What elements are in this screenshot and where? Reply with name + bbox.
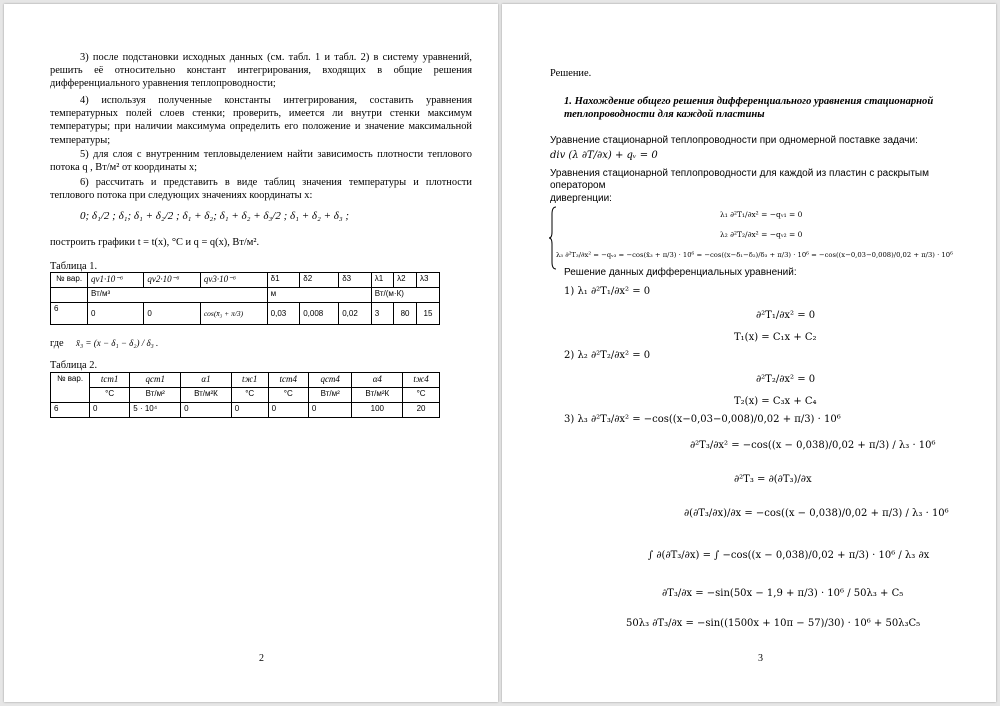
t2-header-tzh4: tж4 [403,373,440,388]
step-2-equation: 2) λ₂ ∂²T₂/∂x² = 0 [564,350,651,361]
t1-header-var: № вар. [51,273,88,288]
t2-cell-tst1: 0 [90,403,130,418]
t1-unit-volumetric: Вт/м³ [88,288,268,303]
system-brace [549,206,557,270]
step-2-simplified: ∂²T₂/∂x² = 0 [756,374,816,385]
graphs-instruction: построить графики t = t(x), °C и q = q(x), Вт/м². [50,237,260,248]
t1-header-lambda3: λ3 [417,273,440,288]
t2-header-var: № вар. [51,373,90,403]
step-3-equation: 3) λ₃ ∂²T₃/∂x² = −cos((x−0,03−0,008)/0,02 + π/3) · 10⁶ [564,414,841,425]
t1-header-qv3: qv3·10⁻⁶ [200,273,267,288]
intro-line-2: Уравнения стационарной теплопроводности для каждой из пластин с раскрытым оператором [550,168,929,192]
t2-unit-1: °С [90,388,130,403]
system-eq-3: λ₃ ∂²T₃/∂x² = −qᵥ₃ = −cos(x̄₃ + π/3) · 10⁶ = −cos((x−δ₁−δ₂)/δ₃ + π/3) · 10⁶ = −cos((x−0,03−0,008)/0,02 + π/3) · 10⁶ [556,251,953,259]
t2-cell-qst1: 5 · 10⁴ [130,403,181,418]
coordinate-values: 0; δ₁/2 ; δ₁; δ₁ + δ₂/2 ; δ₁ + δ₂; δ₁ + δ₂ + δ₃/2 ; δ₁ + δ₂ + δ₃ ; [80,210,350,222]
t1-cell-lambda1: 3 [371,303,393,325]
t1-header-delta1: δ1 [267,273,300,288]
t1-unit-meter: м [267,288,371,303]
table-1 [50,272,440,325]
t1-header-lambda1: λ1 [371,273,393,288]
t2-unit-8: °С [403,388,440,403]
t2-header-alpha1: α1 [181,373,232,388]
paragraph-step-3: 3) после подстановки исходных данных (см. табл. 1 и табл. 2) в систему уравнений, решить её относительно констант интегрирования, входящих в общие решения дифференциального уравнения теплопроводности; [50,52,472,90]
t2-cell-alpha1: 0 [181,403,232,418]
page-number-right: 3 [758,653,763,664]
solution-label: Решение. [550,68,592,79]
t2-header-qst1: qст1 [130,373,181,388]
t1-cell-delta3: 0,02 [339,303,372,325]
t2-unit-2: Вт/м² [130,388,181,403]
step-1-solution: T₁(x) = C₁x + C₂ [734,332,817,343]
step-1-equation: 1) λ₁ ∂²T₁/∂x² = 0 [564,286,651,297]
page-2 [4,4,498,702]
t1-cell-qv2: 0 [144,303,200,325]
t2-cell-var: 6 [51,403,90,418]
t1-cell-delta1: 0,03 [267,303,300,325]
paragraph-step-6: 6) рассчитать и представить в виде таблиц значения температуры и плотности теплового потока при следующих значениях координаты x: [50,177,472,202]
step-3-first-derivative: ∂T₃/∂x = −sin(50x − 1,9 + π/3) · 10⁶ / 50λ₃ + C₅ [662,588,904,599]
solving-label: Решение данных дифференциальных уравнений: [564,267,797,278]
page-3 [502,4,996,702]
t1-header-qv1: qv1·10⁻⁶ [88,273,144,288]
step-3-derivative-form: ∂(∂T₃/∂x)/∂x = −cos((x − 0,038)/0,02 + π/3) / λ₃ · 10⁶ [684,508,949,519]
t2-cell-qst4: 0 [308,403,352,418]
t1-header-delta2: δ2 [300,273,339,288]
t2-header-tst1: tст1 [90,373,130,388]
table-2 [50,372,440,418]
t1-header-qv2: qv2·10⁻⁶ [144,273,200,288]
step-3-isolated: ∂²T₃/∂x² = −cos((x − 0,038)/0,02 + π/3) / λ₃ · 10⁶ [690,440,936,451]
t1-unit-conductivity: Вт/(м·К) [371,288,439,303]
paragraph-step-5: 5) для слоя с внутренним тепловыделением найти зависимость плотности теплового потока q , Вт/м² от координаты x; [50,149,472,174]
divergence-equation: div (λ ∂T/∂x) + qᵥ = 0 [550,150,658,161]
step-3-scaled: 50λ₃ ∂T₃/∂x = −sin((1500x + 10π − 57)/30) · 10⁶ + 50λ₃C₅ [626,618,921,629]
table1-caption: Таблица 1. [50,261,98,272]
t1-cell-var: 6 [51,303,88,325]
system-eq-2: λ₂ ∂²T₂/∂x² = −qᵥ₂ = 0 [720,230,803,239]
t2-header-qst4: qст4 [308,373,352,388]
t2-cell-tzh4: 20 [403,403,440,418]
t2-unit-5: °С [268,388,308,403]
table2-caption: Таблица 2. [50,360,98,371]
section-heading: 1. Нахождение общего решения дифференциального уравнения стационарной теплопроводности для каждой пластины [564,96,934,120]
t2-cell-alpha4: 100 [352,403,403,418]
t2-unit-7: Вт/м²К [352,388,403,403]
t2-header-alpha4: α4 [352,373,403,388]
where-label: где [50,338,64,349]
t1-header-delta3: δ3 [339,273,372,288]
t1-cell-qv1: 0 [88,303,144,325]
where-formula: x̄₃ = (x − δ₁ − δ₂) / δ₃ . [76,338,159,348]
system-eq-1: λ₁ ∂²T₁/∂x² = −qᵥ₁ = 0 [720,210,803,219]
t2-unit-3: Вт/м²К [181,388,232,403]
step-3-substitution: ∂²T₃ = ∂(∂T₃)/∂x [734,474,812,485]
page-number-left: 2 [259,653,264,664]
t1-cell-qv3: cos(x̄₃ + π/3) [200,303,267,325]
paragraph-step-4: 4) используя полученные константы интегрирования, составить уравнения температурных полей слоев стенки; проверить, имеется ли внутри стенки максимум температуры; при наличии максимума определить его положение и значение максимальной температуры; [50,95,472,146]
t1-cell-lambda2: 80 [394,303,417,325]
step-3-integral: ∫ ∂(∂T₃/∂x) = ∫ −cos((x − 0,038)/0,02 + π/3) · 10⁶ / λ₃ ∂x [648,550,930,561]
t2-cell-tzh1: 0 [231,403,268,418]
t1-cell-lambda3: 15 [417,303,440,325]
t2-unit-6: Вт/м² [308,388,352,403]
intro-line-3: дивергенции: [550,193,612,204]
intro-line-1: Уравнение стационарной теплопроводности при одномерной поставке задачи: [550,135,918,146]
t2-cell-tst4: 0 [268,403,308,418]
t1-cell-delta2: 0,008 [300,303,339,325]
t1-header-lambda2: λ2 [394,273,417,288]
t2-header-tst4: tст4 [268,373,308,388]
t2-unit-4: °С [231,388,268,403]
step-2-solution: T₂(x) = C₃x + C₄ [734,396,817,407]
t2-header-tzh1: tж1 [231,373,268,388]
step-1-simplified: ∂²T₁/∂x² = 0 [756,310,816,321]
